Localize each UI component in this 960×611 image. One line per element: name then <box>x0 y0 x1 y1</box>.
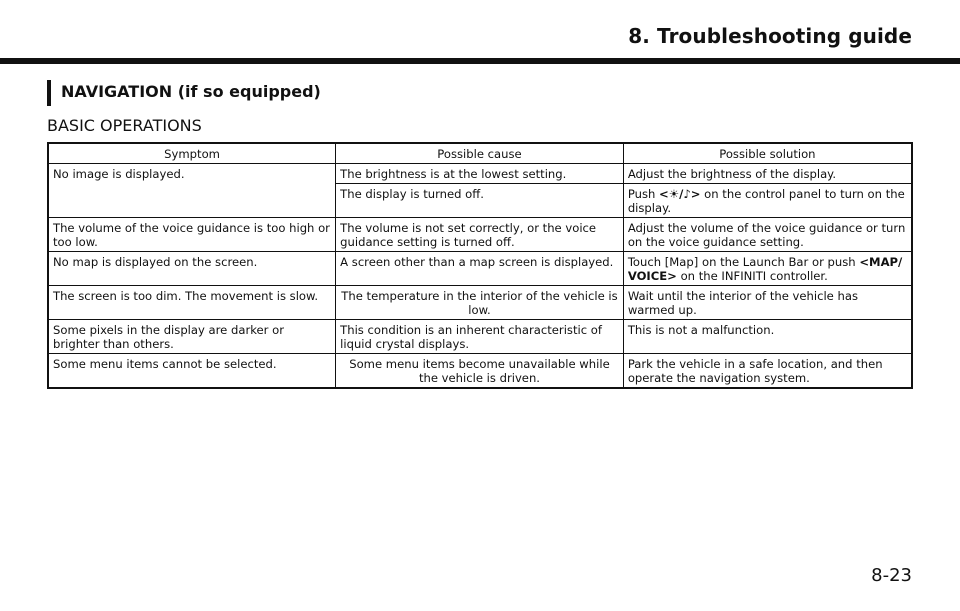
cause-cell: This condition is an inherent characteristic of liquid crystal displays. <box>336 320 624 354</box>
symptom-cell: Some menu items cannot be selected. <box>48 354 336 389</box>
symptom-cell: No map is displayed on the screen. <box>48 252 336 286</box>
header-possible-solution: Possible solution <box>623 143 912 164</box>
solution-cell: This is not a malfunction. <box>623 320 912 354</box>
header-possible-cause: Possible cause <box>336 143 624 164</box>
section-marker-bar <box>47 80 51 106</box>
cause-cell: A screen other than a map screen is displayed. <box>336 252 624 286</box>
solution-cell: Adjust the brightness of the display. <box>623 164 912 184</box>
solution-cell <box>623 184 912 218</box>
solution-cell: Adjust the volume of the voice guidance or turn on the voice guidance setting. <box>623 218 912 252</box>
symptom-cell: The volume of the voice guidance is too high or too low. <box>48 218 336 252</box>
table-header-row <box>48 143 912 164</box>
symptom-cell: Some pixels in the display are darker or brighter than others. <box>48 320 336 354</box>
cause-cell: The volume is not set correctly, or the voice guidance setting is turned off. <box>336 218 624 252</box>
solution-text: Touch [Map] on the Launch Bar or push <box>627 255 860 269</box>
table-row <box>48 252 912 286</box>
symptom-cell: The screen is too dim. The movement is slow. <box>48 286 336 320</box>
header-symptom: Symptom <box>48 143 336 164</box>
table-row <box>48 320 912 354</box>
cause-cell: The temperature in the interior of the vehicle is low. <box>336 286 624 320</box>
cause-cell: Some menu items become unavailable while the vehicle is driven. <box>336 354 624 389</box>
page-number: 8-23 <box>871 565 912 586</box>
troubleshooting-table <box>47 142 913 389</box>
table-row <box>48 218 912 252</box>
header-rule <box>0 58 960 64</box>
table-row <box>48 286 912 320</box>
solution-text: Push <box>627 187 660 201</box>
solution-cell <box>623 252 912 286</box>
subsection-title: BASIC OPERATIONS <box>47 116 202 135</box>
chapter-title: 8. Troubleshooting guide <box>628 24 912 48</box>
solution-cell: Park the vehicle in a safe location, and then operate the navigation system. <box>623 354 912 389</box>
section-title: NAVIGATION (if so equipped) <box>61 82 321 101</box>
table-row <box>48 164 912 184</box>
cause-cell: The brightness is at the lowest setting. <box>336 164 624 184</box>
symptom-cell: No image is displayed. <box>48 164 336 218</box>
cause-cell: The display is turned off. <box>336 184 624 218</box>
display-brightness-key: <☀/♪> <box>659 187 701 201</box>
solution-text: on the control panel to turn on the display. <box>627 187 905 215</box>
solution-cell: Wait until the interior of the vehicle has warmed up. <box>623 286 912 320</box>
table-row <box>48 354 912 389</box>
map-voice-key: <MAP/ VOICE> <box>627 255 903 283</box>
solution-text: on the INFINITI controller. <box>676 269 828 283</box>
